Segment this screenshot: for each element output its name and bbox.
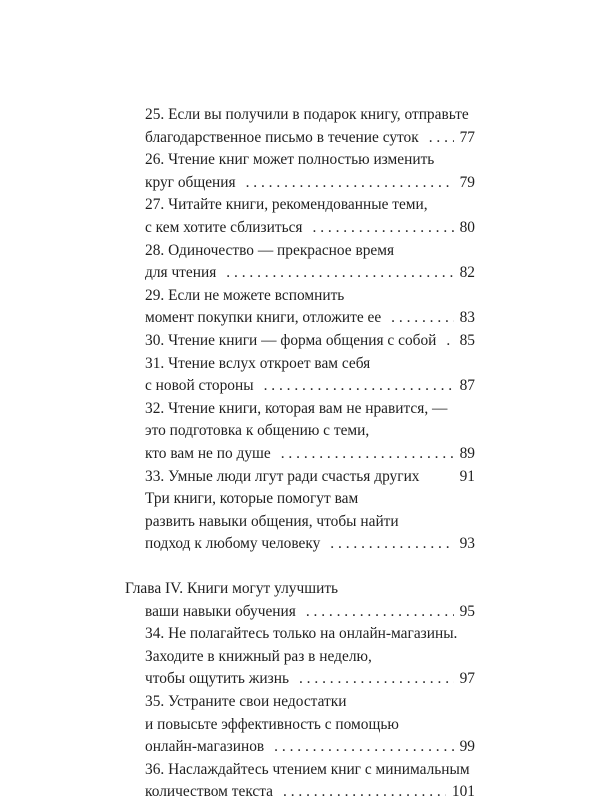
dot-leader: [313, 217, 454, 239]
dot-leader: [429, 127, 454, 149]
dot-leader: [264, 375, 454, 397]
toc-page-number: 83: [459, 309, 475, 327]
toc-page-number: 87: [459, 377, 475, 395]
dot-leader: [446, 330, 453, 352]
toc-entry-three-books-line-1: Три книги, которые помогут вам: [145, 490, 359, 508]
toc-entry-35-line-1: 35. Устраните свои недостатки: [145, 693, 347, 710]
toc-page-number: 97: [459, 670, 475, 688]
toc-entry-28-line-2: для чтения . . . 82: [145, 262, 475, 284]
toc-entry-31-line-1: 31. Чтение вслух откроет вам себя: [145, 354, 371, 372]
toc-entry-29-line-2: момент покупки книги, отложите ее . . . 83: [145, 307, 475, 329]
toc-entry-32-line-2: это подготовка к общению с теми,: [145, 422, 370, 440]
dot-leader: [330, 533, 453, 555]
toc-entry-35-line-2: и повысьте эффективность с помощью: [145, 715, 399, 733]
toc-entry-three-books-line-3: подход к любому человеку . . . 93: [145, 533, 475, 555]
toc-page-number: 77: [459, 128, 475, 146]
toc-entry-three-books-line-2: развить навыки общения, чтобы найти: [145, 512, 399, 530]
toc-page-number: 99: [459, 738, 475, 756]
toc-entry-30: 30. Чтение книги — форма общения с собой . . . 85: [145, 330, 475, 352]
toc-entry-28-line-1: 28. Одиночество — прекрасное время: [145, 241, 395, 259]
toc-page-number: 93: [459, 535, 475, 553]
toc-entry-25-line-2: благодарственное письмо в течение суток . . . 77: [145, 127, 475, 149]
toc-page-number: 82: [459, 264, 475, 282]
toc-page-number: 80: [459, 219, 475, 236]
dot-leader: [299, 668, 454, 690]
toc-entry-29-line-1: 29. Если не можете вспомнить: [145, 286, 345, 304]
toc-entry-36-line-1: 36. Наслаждайтесь чтением книг с минимальным: [145, 760, 470, 778]
dot-leader: [246, 172, 454, 194]
toc-chapter-4-line-1: Глава IV. Книги могут улучшить: [125, 580, 339, 597]
toc-page-number: 79: [459, 173, 475, 191]
toc-entry-25-line-1: 25. Если вы получили в подарок книгу, отправьте: [145, 106, 469, 123]
toc-page-number: 89: [459, 445, 475, 462]
toc-entry-34-line-1: 34. Не полагайтесь только на онлайн-магазины.: [145, 625, 458, 643]
toc-entry-36-line-2: количеством текста . . . 101: [145, 781, 475, 803]
dot-leader: [391, 307, 453, 329]
toc-chapter-4-line-2: ваши навыки обучения . . . 95: [145, 601, 475, 623]
toc-page-number: 101: [451, 783, 475, 801]
toc-page-number: 91: [459, 467, 475, 485]
toc-page-number: 95: [459, 602, 475, 620]
toc-entry-27-line-1: 27. Читайте книги, рекомендованные теми,: [145, 196, 428, 214]
toc-entry-26-line-2: круг общения . . . 79: [145, 172, 475, 194]
dot-leader: [306, 601, 454, 623]
toc-entry-31-line-2: с новой стороны . . . 87: [145, 375, 475, 397]
toc-entry-34-line-3: чтобы ощутить жизнь . . . 97: [145, 668, 475, 690]
toc-entry-26-line-1: 26. Чтение книг может полностью изменить: [145, 151, 435, 169]
dot-leader: [226, 262, 453, 284]
toc-entry-34-line-2: Заходите в книжный раз в неделю,: [145, 647, 372, 665]
toc-entry-32-line-3: кто вам не по душе . . . 89: [145, 443, 475, 465]
dot-leader: [281, 443, 454, 465]
toc-entry-33: 33. Умные люди лгут ради счастья других 91: [145, 466, 475, 488]
toc-page-number: 85: [459, 332, 475, 349]
toc-entry-35-line-3: онлайн-магазинов . . . 99: [145, 736, 475, 758]
toc-entry-27-line-2: с кем хотите сблизиться . . . 80: [145, 217, 475, 239]
dot-leader: [283, 781, 446, 803]
toc-entry-32-line-1: 32. Чтение книги, которая вам не нравится, —: [145, 399, 448, 417]
